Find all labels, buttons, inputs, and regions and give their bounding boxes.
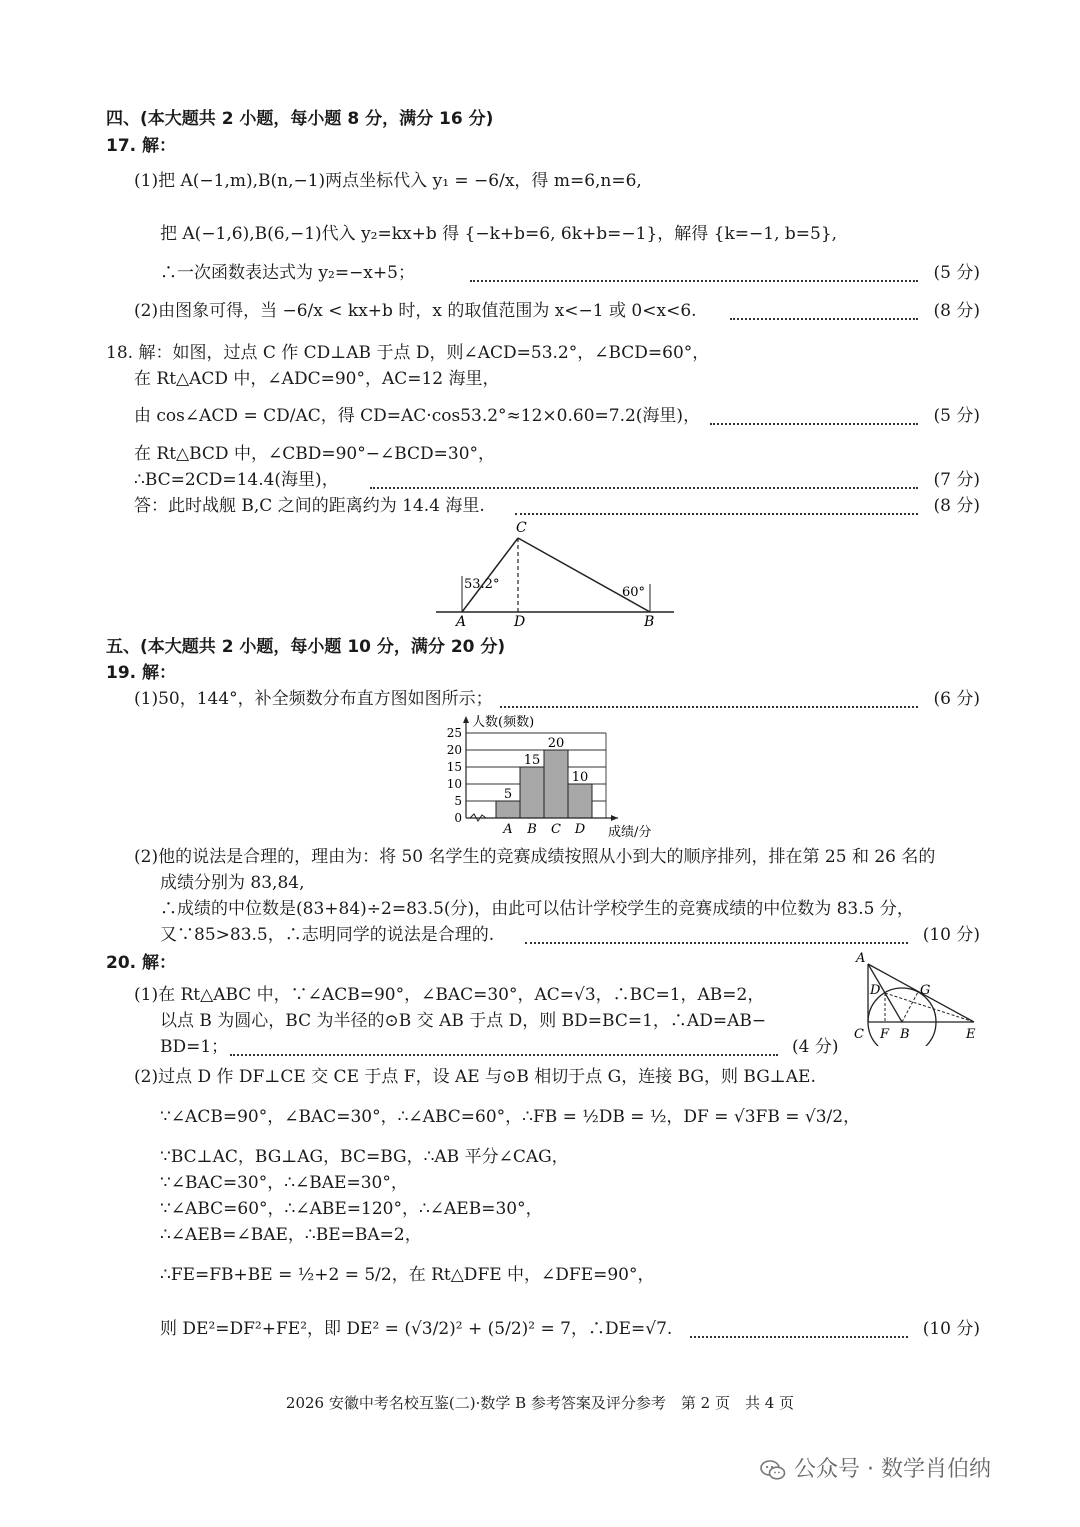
- side-cb: [518, 538, 650, 612]
- score-leader: [500, 706, 918, 708]
- q18-line-6: 答：此时战舰 B,C 之间的距离约为 14.4 海里.: [134, 496, 485, 516]
- histogram-bar: [496, 801, 520, 818]
- angle-b-label: 60°: [622, 585, 646, 600]
- label-c: C: [516, 520, 527, 536]
- q19-score-2: (10 分): [922, 925, 980, 945]
- q19-label: 19. 解：: [106, 663, 177, 683]
- y-tick-label: 0: [454, 811, 462, 825]
- score-leader: [515, 513, 918, 515]
- q18-score-3: (8 分): [933, 496, 980, 516]
- q19-line-2: (2)他的说法是合理的，理由为：将 50 名学生的竞赛成绩按照从小到大的顺序排列，排在第 25 和 26 名的: [134, 847, 936, 867]
- histogram-bar: [544, 750, 568, 818]
- q17-score-2: (8 分): [933, 301, 980, 321]
- q20-line-9: ∴∠AEB=∠BAE，∴BE=BA=2，: [160, 1225, 422, 1245]
- section-5-title: 五、(本大题共 2 小题，每小题 10 分，满分 20 分): [106, 637, 506, 657]
- bar-value-label: 10: [571, 770, 589, 785]
- y-axis-label: 人数(频数): [472, 715, 535, 730]
- score-leader: [690, 1336, 908, 1338]
- histogram-bar: [520, 767, 544, 818]
- label-d: D: [870, 983, 881, 998]
- category-label: D: [574, 822, 586, 837]
- q20-score-1: (4 分): [792, 1037, 839, 1057]
- label-g: G: [920, 983, 931, 998]
- line-bg: [902, 992, 918, 1022]
- side-ac: [462, 538, 518, 612]
- q17-label: 17. 解：: [106, 136, 177, 156]
- q19-line-5: 又∵85>83.5，∴志明同学的说法是合理的.: [160, 925, 495, 945]
- q18-line-1: 18. 解：如图，过点 C 作 CD⊥AB 于点 D，则∠ACD=53.2°，∠BCD=60°，: [106, 343, 710, 363]
- y-axis-arrow: [463, 716, 469, 723]
- label-b: B: [644, 614, 655, 630]
- q18-score-1: (5 分): [933, 406, 980, 426]
- label-f: F: [880, 1027, 890, 1042]
- score-leader: [525, 942, 908, 944]
- score-leader: [370, 487, 918, 489]
- q20-line-3: BD=1；: [160, 1037, 229, 1057]
- label-a: A: [456, 614, 467, 630]
- q18-triangle-figure: [430, 518, 680, 630]
- q20-line-8: ∵∠ABC=60°，∴∠ABE=120°，∴∠AEB=30°，: [160, 1199, 543, 1219]
- frequency-histogram: [440, 712, 680, 840]
- q18-line-2: 在 Rt△ACD 中，∠ADC=90°，AC=12 海里，: [134, 369, 500, 389]
- label-a: A: [856, 951, 866, 966]
- q18-line-3: 由 cos∠ACD = CD/AC，得 CD=AC·cos53.2°≈12×0.60=7.2(海里)，: [134, 406, 701, 426]
- x-axis-label: 成绩/分: [608, 825, 652, 840]
- y-tick-label: 10: [446, 777, 462, 791]
- q20-line-11: 则 DE²=DF²+FE²，即 DE² = (√3/2)² + (5/2)² = 7，∴DE=√7.: [160, 1319, 673, 1339]
- q17-score-1: (5 分): [933, 263, 980, 283]
- bar-value-label: 15: [523, 753, 541, 768]
- wechat-icon: [760, 1460, 786, 1480]
- category-label: B: [527, 822, 537, 837]
- q17-line-4: (2)由图象可得，当 −6/x < kx+b 时，x 的取值范围为 x<−1 或 0<x<6.: [134, 301, 697, 321]
- score-leader: [230, 1054, 778, 1056]
- q20-line-4: (2)过点 D 作 DF⊥CE 交 CE 于点 F，设 AE 与⊙B 相切于点 G，连接 BG，则 BG⊥AE.: [134, 1067, 816, 1087]
- score-leader: [470, 280, 918, 282]
- q20-line-1: (1)在 Rt△ABC 中，∵∠ACB=90°，∠BAC=30°，AC=√3，∴BC=1，AB=2，: [134, 985, 765, 1005]
- q17-line-2: 把 A(−1,6),B(6,−1)代入 y₂=kx+b 得 {−k+b=6, 6k+b=−1}，解得 {k=−1, b=5},: [160, 224, 838, 244]
- q20-line-5: ∵∠ACB=90°，∠BAC=30°，∴∠ABC=60°，∴FB = ½DB = ½，DF = √3FB = √3/2，: [160, 1107, 861, 1127]
- watermark-text: 公众号 · 数学肖伯纳: [794, 1457, 991, 1482]
- x-axis-arrow: [611, 815, 618, 821]
- q20-line-6: ∵BC⊥AC，BG⊥AG，BC=BG，∴AB 平分∠CAG，: [160, 1147, 569, 1167]
- angle-a-label: 53.2°: [464, 577, 500, 592]
- q20-line-7: ∵∠BAC=30°，∴∠BAE=30°，: [160, 1173, 408, 1193]
- watermark: [760, 1452, 991, 1483]
- label-b: B: [900, 1027, 910, 1042]
- q18-line-5: ∴BC=2CD=14.4(海里)，: [134, 470, 339, 490]
- page-footer: 2026 安徽中考名校互鉴(二)·数学 B 参考答案及评分参考 第 2 页 共 4 页: [285, 1394, 795, 1412]
- q17-line-3: ∴一次函数表达式为 y₂=−x+5；: [160, 263, 415, 283]
- q20-label: 20. 解：: [106, 953, 177, 973]
- section-4-title: 四、(本大题共 2 小题，每小题 8 分，满分 16 分): [106, 109, 494, 129]
- category-label: A: [503, 822, 513, 837]
- q18-score-2: (7 分): [933, 470, 980, 490]
- y-tick-label: 20: [446, 743, 462, 757]
- q19-line-3: 成绩分别为 83,84,: [160, 873, 305, 893]
- q19-score-1: (6 分): [933, 689, 980, 709]
- bar-value-label: 5: [503, 787, 513, 802]
- score-leader: [710, 423, 918, 425]
- y-tick-label: 15: [446, 760, 462, 774]
- q20-score-2: (10 分): [922, 1319, 980, 1339]
- q19-line-1: (1)50，144°，补全频数分布直方图如图所示；: [134, 689, 493, 709]
- q20-line-10: ∴FE=FB+BE = ½+2 = 5/2，在 Rt△DFE 中，∠DFE=90°，: [160, 1265, 655, 1285]
- bar-value-label: 20: [547, 736, 565, 751]
- q20-line-2: 以点 B 为圆心，BC 为半径的⊙B 交 AB 于点 D，则 BD=BC=1，∴AD=AB−: [160, 1011, 767, 1031]
- histogram-bar: [568, 784, 592, 818]
- label-e: E: [966, 1027, 976, 1042]
- y-tick-label: 5: [454, 794, 462, 808]
- q19-line-4: ∴成绩的中位数是(83+84)÷2=83.5(分)，由此可以估计学校学生的竞赛成绩的中位数为 83.5 分，: [160, 899, 914, 919]
- q18-line-4: 在 Rt△BCD 中，∠CBD=90°−∠BCD=30°，: [134, 444, 496, 464]
- q20-circle-figure: [850, 950, 980, 1046]
- q17-line-1: (1)把 A(−1,m),B(n,−1)两点坐标代入 y₁ = −6/x，得 m=6,n=6,: [134, 171, 642, 191]
- label-c: C: [854, 1027, 864, 1042]
- y-tick-label: 25: [446, 726, 462, 740]
- label-d: D: [514, 614, 526, 630]
- category-label: C: [551, 822, 561, 837]
- score-leader: [730, 318, 918, 320]
